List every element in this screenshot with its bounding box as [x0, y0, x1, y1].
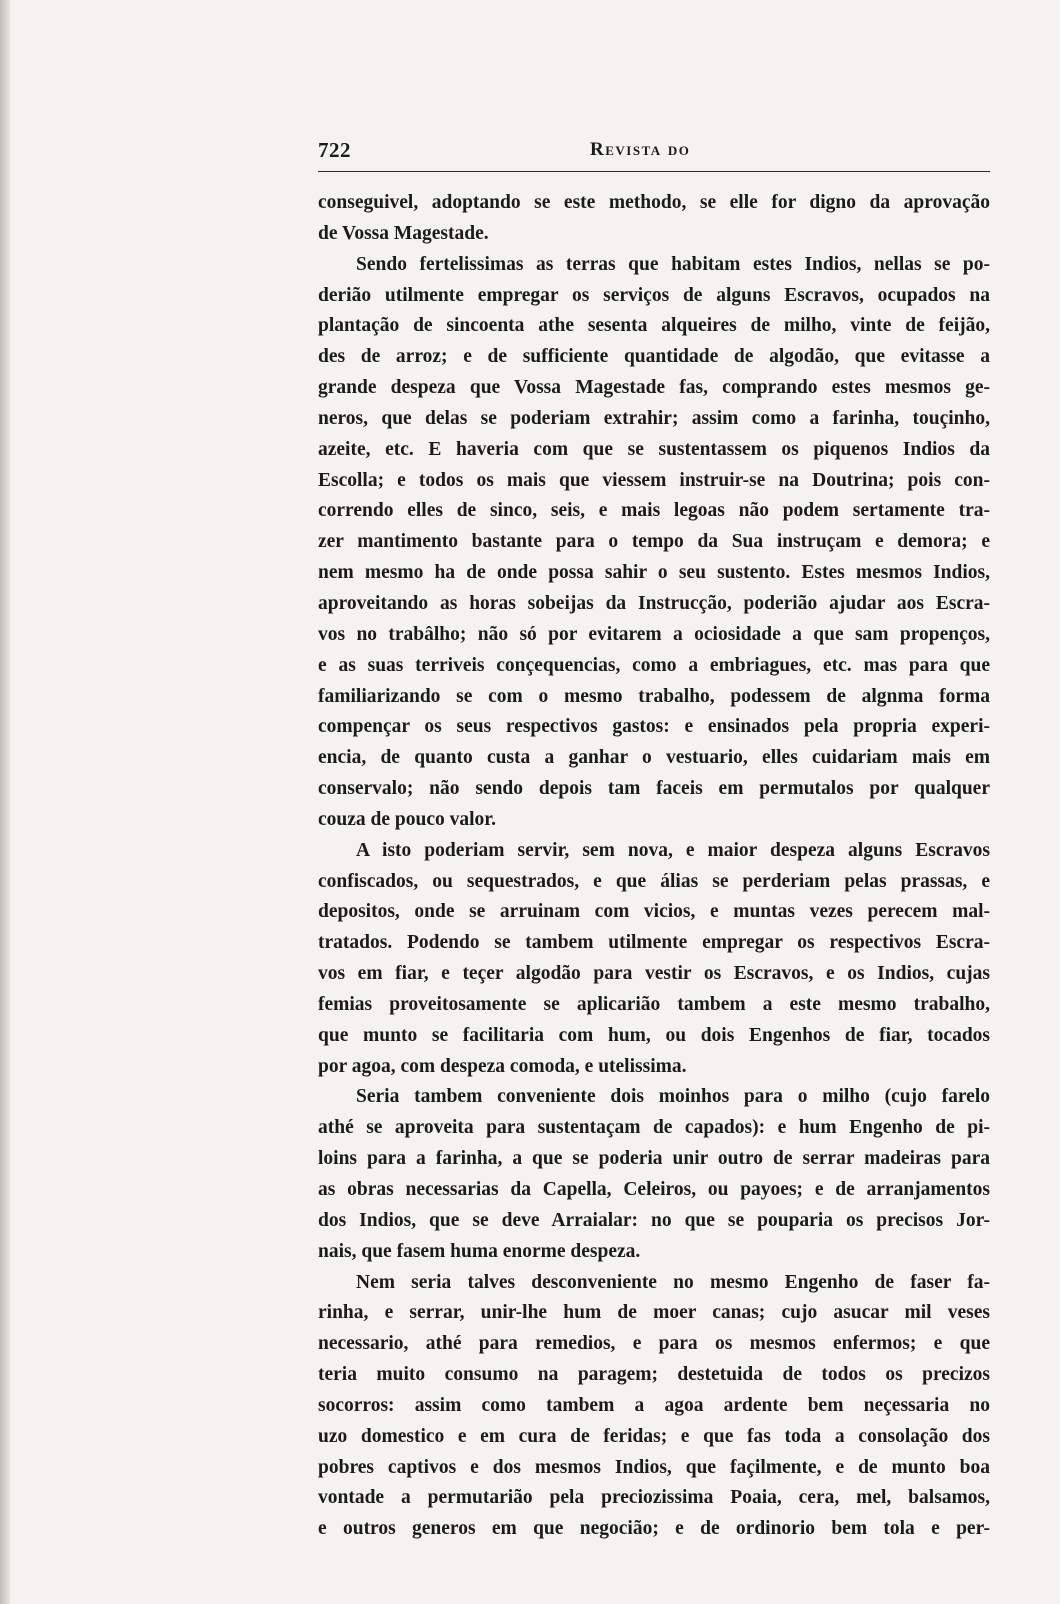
text-line: nem mesmo ha de onde possa sahir o seu sustento. Estes mesmos Indios, — [318, 562, 990, 584]
header-rule — [318, 171, 990, 172]
text-line: e as suas terriveis conçequencias, como a embriagues, etc. mas para que — [318, 654, 990, 676]
text-line: correndo elles de sinco, seis, e mais legoas não podem sertamente tra- — [318, 500, 990, 522]
text-line: familiarizando se com o mesmo trabalho, podessem de algnma forma — [318, 685, 990, 707]
text-line: neros, que delas se poderiam extrahir; assim como a farinha, touçinho, — [318, 407, 990, 429]
text-line: as obras necessarias da Capella, Celeiros, ou payoes; e de arranjamentos — [318, 1179, 990, 1200]
text-line: des de arroz; e de sufficiente quantidade de algodão, que evitasse a — [318, 346, 990, 368]
text-line: conservalo; não sendo depois tam faceis em permutalos por qualquer — [318, 778, 990, 800]
text-line: plantação de sincoenta athe sesenta alqueires de milho, vinte de feijão, — [318, 315, 990, 337]
text-line: nais, que fasem huma enorme despeza. — [318, 1240, 641, 1262]
text-line: teria muito consumo na paragem; destetuida de todos os precizos — [318, 1364, 990, 1386]
text-line: azeite, etc. E haveria com que se sustentassem os piquenos Indios da — [318, 438, 990, 460]
text-line: aproveitando as horas sobeijas da Instrucção, poderião ajudar aos Escra- — [318, 592, 990, 614]
text-line: vos no trabâlho; não só por evitarem a ociosidade a que sam propenços, — [318, 623, 990, 645]
text-line: Sendo fertelissimas as terras que habitam estes Indios, nellas se po- — [356, 253, 990, 275]
text-line: uzo domestico e em cura de feridas; e que fas toda a consolação dos — [318, 1425, 990, 1447]
text-line: derião utilmente empregar os serviços de alguns Escravos, ocupados na — [318, 284, 990, 306]
text-line: Seria tambem conveniente dois moinhos para o milho (cujo farelo — [356, 1086, 990, 1108]
text-line: que munto se facilitaria com hum, ou dois Engenhos de fiar, tocados — [318, 1024, 990, 1046]
page-number: 722 — [318, 138, 351, 162]
text-line: rinha, e serrar, unir-lhe hum de moer canas; cujo asucar mil veses — [318, 1302, 990, 1324]
text-line: grande despeza que Vossa Magestade fas, comprando estes mesmos ge- — [318, 377, 990, 399]
text-line: Escolla; e todos os mais que viessem instruir-se na Doutrina; pois con- — [318, 469, 990, 491]
text-line: confiscados, ou sequestrados, e que álias se perderiam pelas prassas, e — [318, 870, 990, 892]
text-line: tratados. Podendo se tambem utilmente empregar os respectivos Escra- — [318, 932, 990, 954]
text-line: athé se aproveita para sustentaçam de capados): e hum Engenho de pi- — [318, 1117, 990, 1139]
text-line: pobres captivos e dos mesmos Indios, que façilmente, e de munto boa — [318, 1456, 990, 1478]
body-text — [318, 188, 990, 1545]
text-line: depositos, onde se arruinam com vicios, e muntas vezes perecem mal- — [318, 901, 990, 923]
text-line: A isto poderiam servir, sem nova, e maior despeza alguns Escravos — [356, 839, 990, 861]
text-line: compençar os seus respectivos gastos: e ensinados pela propria experi- — [318, 716, 990, 738]
text-line: Nem seria talves desconveniente no mesmo Engenho de faser fa- — [356, 1271, 990, 1293]
text-line: socorros: assim como tambem a agoa ardente bem neçessaria no — [318, 1394, 990, 1416]
text-line: por agoa, com despeza comoda, e utelissima. — [318, 1055, 687, 1077]
page-header — [318, 138, 990, 168]
text-line: vontade a permutarião pela preciozissima Poaia, cera, mel, balsamos, — [318, 1487, 990, 1509]
text-line: necessario, athé para remedios, e para os mesmos enfermos; e que — [318, 1333, 990, 1355]
text-line: loins para a farinha, a que se poderia unir outro de serrar madeiras para — [318, 1148, 990, 1170]
text-line: de Vossa Magestade. — [318, 222, 489, 244]
text-line: dos Indios, que se deve Arraialar: no que se pouparia os precisos Jor- — [318, 1209, 990, 1231]
text-line: zer mantimento bastante para o tempo da Sua instruçam e demora; e — [318, 531, 990, 553]
text-line: couza de pouco valor. — [318, 808, 497, 830]
text-line: femias proveitosamente se aplicarião tambem a este mesmo trabalho, — [318, 993, 990, 1015]
text-line: encia, de quanto custa a ganhar o vestuario, elles cuidariam mais em — [318, 747, 990, 769]
running-title: Revista do — [590, 139, 691, 160]
text-line: e outros generos em que negocião; e de ordinorio bem tola e per- — [318, 1518, 990, 1540]
text-line: conseguivel, adoptando se este methodo, se elle for digno da aprovação — [318, 192, 990, 213]
text-line: vos em fiar, e teçer algodão para vestir os Escravos, e os Indios, cujas — [318, 963, 990, 985]
page-binding-edge — [0, 0, 10, 1604]
